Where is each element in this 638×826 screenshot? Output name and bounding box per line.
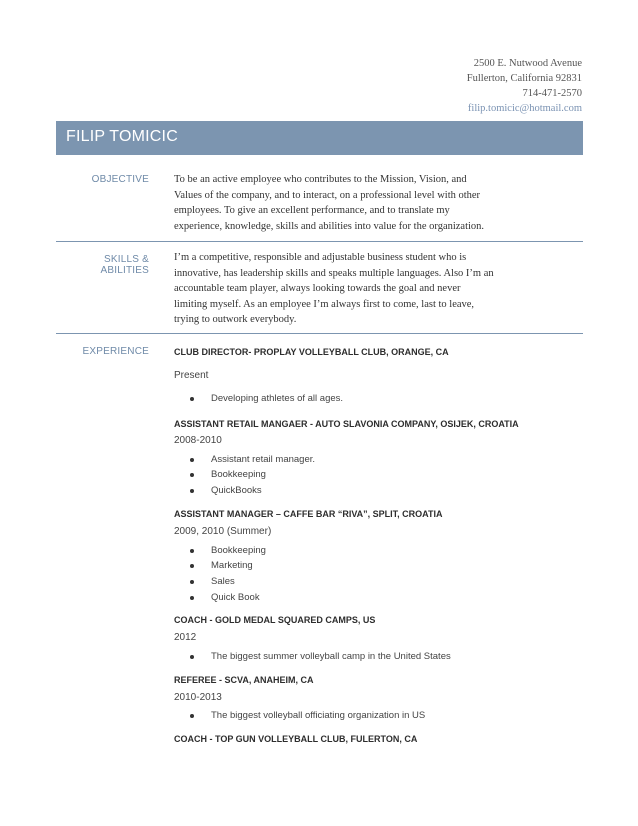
skills-label: SKILLS & ABILITIES bbox=[100, 254, 149, 276]
candidate-name: FILIP TOMICIC bbox=[66, 128, 178, 145]
bullet-icon bbox=[190, 596, 194, 600]
section-divider bbox=[56, 333, 583, 334]
bullet-icon bbox=[190, 564, 194, 568]
bullet-text: Sales bbox=[211, 576, 235, 587]
job-title: COACH - GOLD MEDAL SQUARED CAMPS, US bbox=[174, 615, 376, 625]
bullet-icon bbox=[190, 580, 194, 584]
address-line-1: 2500 E. Nutwood Avenue bbox=[473, 58, 582, 69]
address-line-2: Fullerton, California 92831 bbox=[466, 73, 582, 84]
skills-line: trying to outwork everybody. bbox=[174, 314, 297, 325]
bullet-icon bbox=[190, 473, 194, 477]
job-title: ASSISTANT RETAIL MANGAER - AUTO SLAVONIA COMPANY, OSIJEK, CROATIA bbox=[174, 419, 519, 429]
job-date: Present bbox=[174, 370, 209, 381]
experience-label: EXPERIENCE bbox=[82, 346, 149, 357]
job-date: 2009, 2010 (Summer) bbox=[174, 526, 272, 537]
bullet-icon bbox=[190, 549, 194, 553]
bullet-text: Bookkeeping bbox=[211, 469, 266, 480]
objective-line: employees. To give an excellent performance, and to translate my bbox=[174, 205, 450, 216]
bullet-icon bbox=[190, 655, 194, 659]
job-title: REFEREE - SCVA, ANAHEIM, CA bbox=[174, 675, 314, 685]
bullet-icon bbox=[190, 489, 194, 493]
job-title: ASSISTANT MANAGER – CAFFE BAR “RIVA”, SPLIT, CROATIA bbox=[174, 509, 443, 519]
contact-block bbox=[467, 56, 582, 116]
job-date: 2012 bbox=[174, 632, 197, 643]
skills-line: limiting myself. As an employee I’m always first to come, last to leave, bbox=[174, 298, 475, 310]
objective-label: OBJECTIVE bbox=[91, 174, 149, 185]
skills-line: innovative, has leadership skills and speaks multiple languages. Also I’m an bbox=[174, 267, 494, 279]
name-banner bbox=[56, 121, 583, 155]
skills-line: I’m a competitive, responsible and adjustable business student who is bbox=[174, 252, 467, 263]
section-divider bbox=[56, 241, 583, 242]
skills-text bbox=[174, 250, 524, 328]
bullet-text: Quick Book bbox=[211, 592, 260, 603]
objective-line: To be an active employee who contributes to the Mission, Vision, and bbox=[174, 174, 467, 185]
objective-line: experience, knowledge, skills and abilities into value for the organization. bbox=[174, 220, 485, 232]
objective-line: Values of the company, and to interact, on a professional level with other bbox=[174, 189, 481, 201]
bullet-text: Assistant retail manager. bbox=[211, 454, 316, 465]
bullet-text: The biggest volleyball officiating organization in US bbox=[211, 710, 426, 721]
job-title: CLUB DIRECTOR- PROPLAY VOLLEYBALL CLUB, ORANGE, CA bbox=[174, 347, 449, 357]
skills-line: accountable team player, always looking towards the goal and never bbox=[174, 283, 461, 294]
bullet-text: Bookkeeping bbox=[211, 545, 266, 556]
bullet-icon bbox=[190, 458, 194, 462]
job-title: COACH - TOP GUN VOLLEYBALL CLUB, FULERTON, CA bbox=[174, 734, 418, 744]
job-date: 2010-2013 bbox=[174, 692, 222, 703]
phone-number: 714-471-2570 bbox=[522, 88, 582, 99]
bullet-text: Developing athletes of all ages. bbox=[211, 393, 344, 404]
bullet-text: The biggest summer volleyball camp in the United States bbox=[211, 651, 451, 662]
objective-text bbox=[174, 172, 524, 234]
job-date: 2008-2010 bbox=[174, 435, 222, 446]
bullet-text: QuickBooks bbox=[211, 485, 262, 496]
bullet-icon bbox=[190, 714, 194, 718]
email-link[interactable]: filip.tomicic@hotmail.com bbox=[467, 103, 582, 114]
bullet-text: Marketing bbox=[211, 560, 253, 571]
bullet-icon bbox=[190, 397, 194, 401]
